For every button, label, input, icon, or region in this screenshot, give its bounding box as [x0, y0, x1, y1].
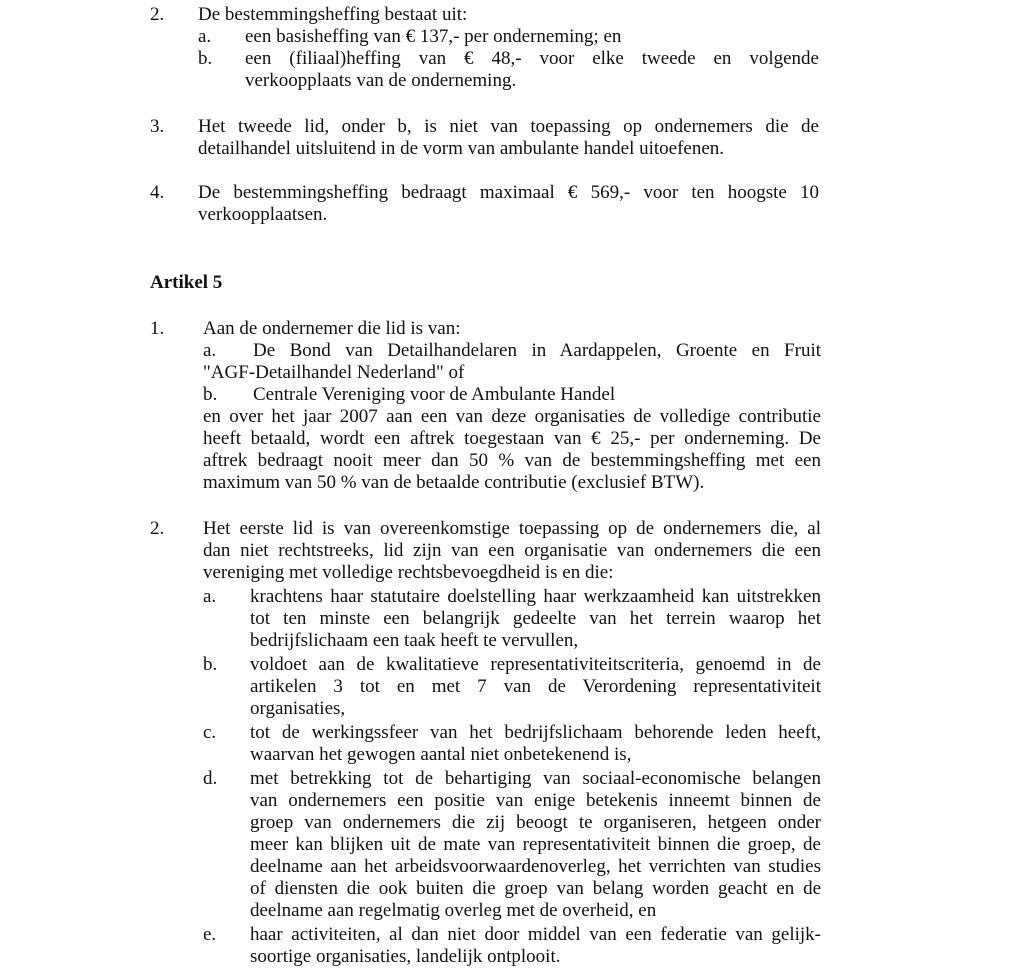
sub-item-text: een basisheffing van € 137,- per onderneming; en — [245, 26, 622, 47]
sub-item-text: haar activiteiten, al dan niet door middel van een federatie van gelijk- — [250, 924, 821, 945]
sub-item-text: waarvan het gewogen aantal niet onbetekenend is, — [250, 744, 632, 765]
sub-item-text: soortige organisaties, landelijk ontplooit. — [250, 946, 561, 967]
sub-item-text: voldoet aan de kwalitatieve representativiteitscriteria, genoemd in de — [250, 654, 821, 675]
sub-item-label: a. — [203, 586, 217, 607]
item-text: heeft betaald, wordt een aftrek toegestaan van € 25,- per onderneming. De — [203, 428, 821, 449]
sub-item-text: tot de werkingssfeer van het bedrijfslichaam behorende leden heeft, — [250, 722, 821, 743]
sub-item-text: deelname aan regelmatig overleg met de overheid, en — [250, 900, 657, 921]
sub-item-label: c. — [203, 722, 217, 743]
sub-item-text: tot ten minste een belangrijk gedeelte van het terrein waarop het — [250, 608, 821, 629]
item-number: 2. — [150, 518, 165, 539]
sub-item-text: met betrekking tot de behartiging van sociaal-economische belangen — [250, 768, 821, 789]
sub-item-label: a. — [198, 26, 212, 47]
sub-item-label: b. — [203, 654, 218, 675]
sub-item-text: deelname aan het arbeidsvoorwaardenoverleg, het verrichten van studies — [250, 856, 821, 877]
sub-item-text: Centrale Vereniging voor de Ambulante Handel — [253, 384, 616, 405]
sub-item-text: krachtens haar statutaire doelstelling haar werkzaamheid kan uitstrekken — [250, 586, 821, 607]
sub-item-label: a. — [203, 340, 217, 361]
item-text: dan niet rechtstreeks, lid zijn van een organisatie van ondernemers die een — [203, 540, 821, 561]
sub-item-text: groep van ondernemers die zij beoogt te organiseren, hetgeen onder — [250, 812, 821, 833]
sub-item-text: of diensten die ook buiten die groep van belang worden geacht en de — [250, 878, 821, 899]
sub-item-text: organisaties, — [250, 698, 346, 719]
item-text: Aan de ondernemer die lid is van: — [203, 318, 461, 339]
sub-item-label: d. — [203, 768, 218, 789]
item-number: 1. — [150, 318, 165, 339]
sub-item-label: b. — [198, 48, 213, 69]
sub-item-text: van ondernemers een positie van enige betekenis inneemt binnen de — [250, 790, 821, 811]
item-text: De bestemmingsheffing bedraagt maximaal € 569,- voor ten hoogste 10 — [198, 182, 819, 203]
item-text: detailhandel uitsluitend in de vorm van ambulante handel uitoefenen. — [198, 138, 725, 159]
item-text: maximum van 50 % van de betaalde contributie (exclusief BTW). — [203, 472, 705, 493]
sub-item-text: verkoopplaats van de onderneming. — [245, 70, 517, 91]
sub-item-text: "AGF-Detailhandel Nederland" of — [203, 362, 465, 383]
sub-item-text: een (filiaal)heffing van € 48,- voor elke tweede en volgende — [245, 48, 819, 69]
article-heading: Artikel 5 — [150, 272, 223, 293]
sub-item-label: b. — [203, 384, 218, 405]
sub-item-text: meer kan blijken uit de mate van representativiteit binnen die groep, de — [250, 834, 821, 855]
item-text: Het eerste lid is van overeenkomstige toepassing op de ondernemers die, al — [203, 518, 821, 539]
item-number: 4. — [150, 182, 165, 203]
item-text: vereniging met volledige rechtsbevoegdheid is en die: — [203, 562, 614, 583]
item-number: 3. — [150, 116, 165, 137]
item-number: 2. — [150, 4, 165, 25]
sub-item-text: artikelen 3 tot en met 7 van de Verordening representativiteit — [250, 676, 821, 697]
item-text: aftrek bedraagt nooit meer dan 50 % van de bestemmingsheffing met een — [203, 450, 821, 471]
sub-item-text: bedrijfslichaam een taak heeft te vervullen, — [250, 630, 579, 651]
item-text: De bestemmingsheffing bestaat uit: — [198, 4, 468, 25]
sub-item-label: e. — [203, 924, 217, 945]
item-text: Het tweede lid, onder b, is niet van toepassing op ondernemers die de — [198, 116, 819, 137]
item-text: verkoopplaatsen. — [198, 204, 328, 225]
item-text: en over het jaar 2007 aan een van deze organisaties de volledige contributie — [203, 406, 821, 427]
sub-item-text: De Bond van Detailhandelaren in Aardappelen, Groente en Fruit — [253, 340, 821, 361]
